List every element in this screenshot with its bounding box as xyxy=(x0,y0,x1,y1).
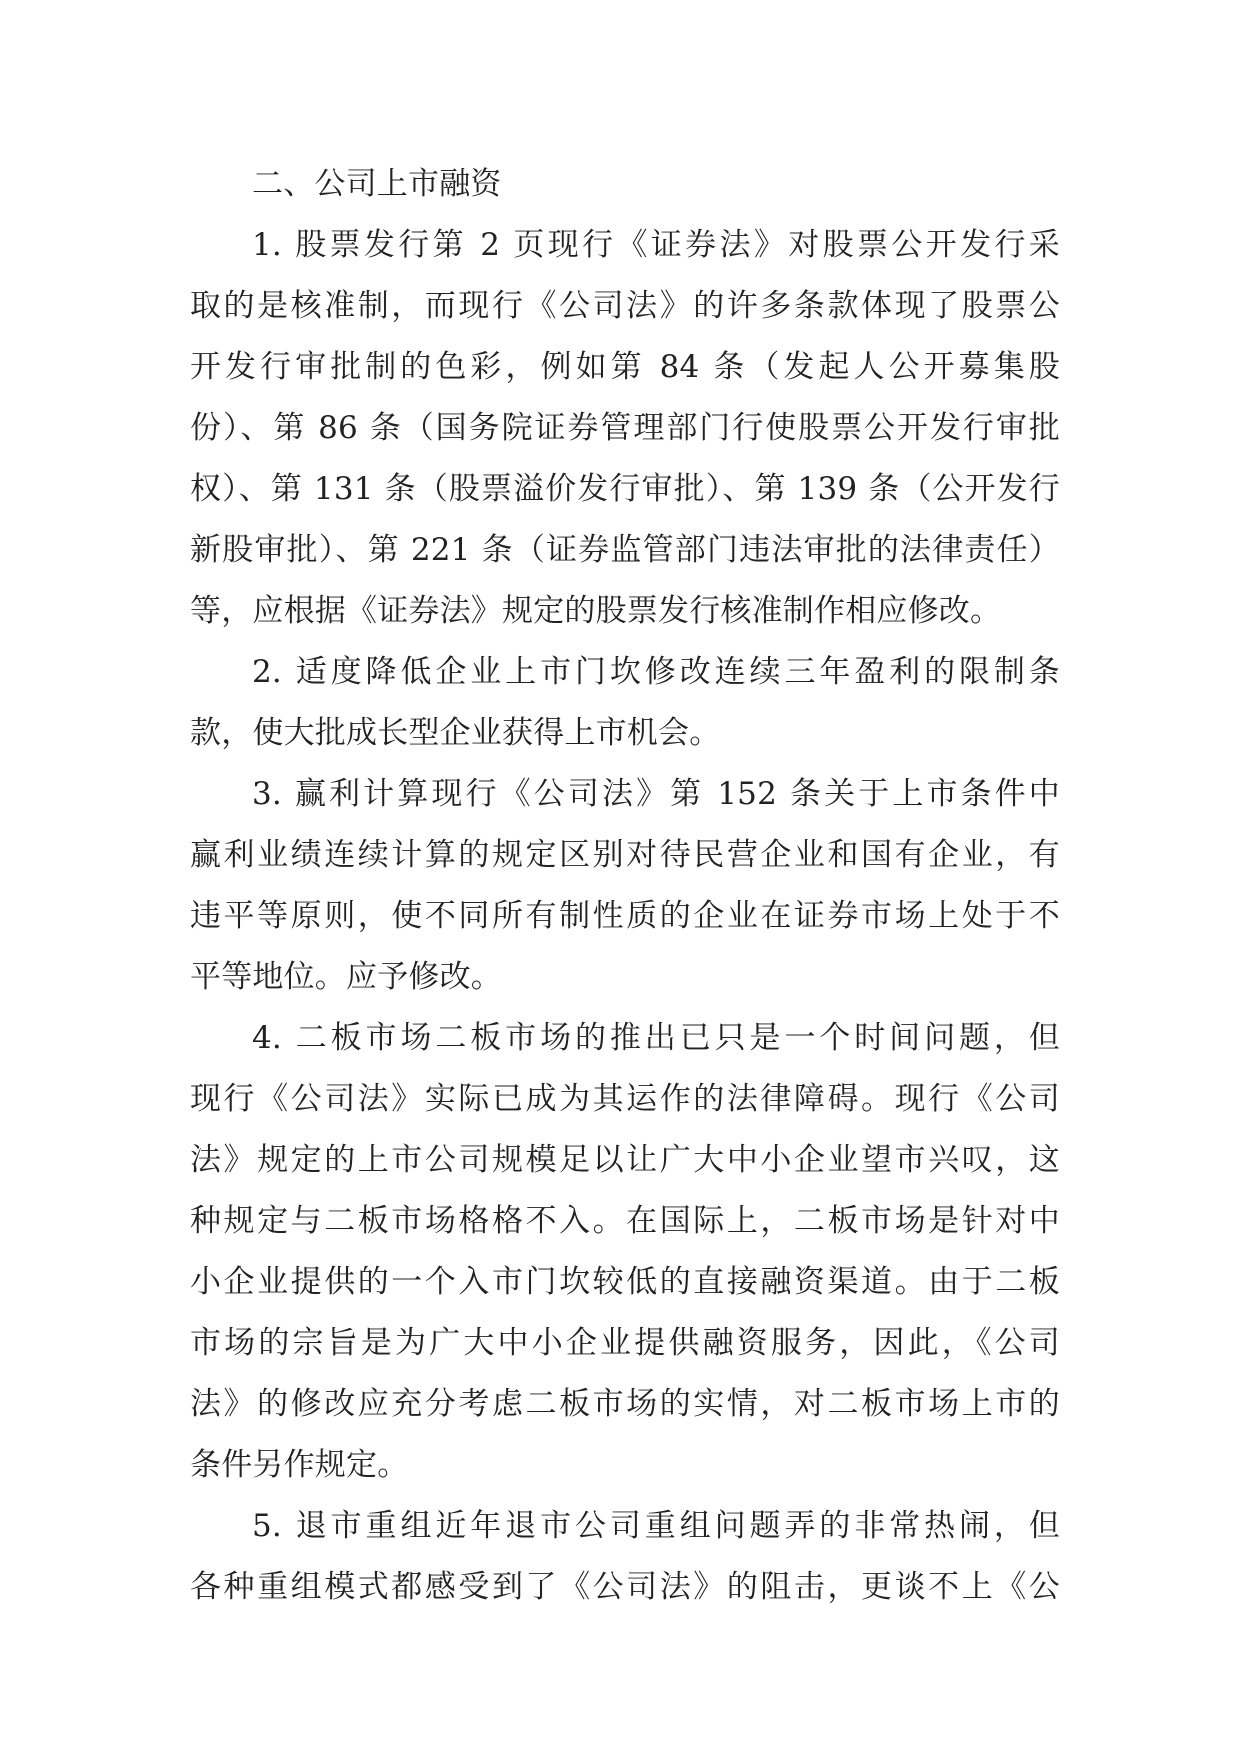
paragraph-1-line-4: 份）、第 86 条（国务院证券管理部门行使股票公开发行审批 xyxy=(190,410,1060,446)
paragraph-4-line-1: 4. 二板市场二板市场的推出已只是一个时间问题，但 xyxy=(252,1020,1060,1056)
paragraph-1-line-1: 1. 股票发行第 2 页现行《证券法》对股票公开发行采 xyxy=(252,227,1060,263)
paragraph-5-line-2: 各种重组模式都感受到了《公司法》的阻击，更谈不上《公 xyxy=(190,1569,1060,1605)
paragraph-2-line-1: 2. 适度降低企业上市门坎修改连续三年盈利的限制条 xyxy=(252,654,1060,690)
paragraph-4-line-4: 种规定与二板市场格格不入。在国际上，二板市场是针对中 xyxy=(190,1203,1060,1239)
paragraph-4-line-8: 条件另作规定。 xyxy=(190,1447,409,1483)
paragraph-4-line-2: 现行《公司法》实际已成为其运作的法律障碍。现行《公司 xyxy=(190,1081,1060,1117)
paragraph-4-line-7: 法》的修改应充分考虑二板市场的实情，对二板市场上市的 xyxy=(190,1386,1060,1422)
paragraph-4-line-6: 市场的宗旨是为广大中小企业提供融资服务，因此，《公司 xyxy=(190,1325,1060,1361)
paragraph-3-line-2: 赢利业绩连续计算的规定区别对待民营企业和国有企业，有 xyxy=(190,837,1060,873)
paragraph-1-line-5: 权）、第 131 条（股票溢价发行审批）、第 139 条（公开发行 xyxy=(190,471,1060,507)
paragraph-3-line-1: 3. 赢利计算现行《公司法》第 152 条关于上市条件中 xyxy=(252,776,1060,812)
paragraph-3-line-3: 违平等原则，使不同所有制性质的企业在证券市场上处于不 xyxy=(190,898,1060,934)
paragraph-5-line-1: 5. 退市重组近年退市公司重组问题弄的非常热闹，但 xyxy=(252,1508,1060,1544)
section-heading: 二、公司上市融资 xyxy=(252,166,502,202)
paragraph-3-line-4: 平等地位。应予修改。 xyxy=(190,959,502,995)
paragraph-1-line-7: 等，应根据《证券法》规定的股票发行核准制作相应修改。 xyxy=(190,593,1002,629)
paragraph-4-line-3: 法》规定的上市公司规模足以让广大中小企业望市兴叹，这 xyxy=(190,1142,1060,1178)
paragraph-1-line-6: 新股审批）、第 221 条（证券监管部门违法审批的法律责任） xyxy=(190,532,1060,568)
document-body xyxy=(190,154,1060,1618)
paragraph-1-line-3: 开发行审批制的色彩，例如第 84 条（发起人公开募集股 xyxy=(190,349,1060,385)
paragraph-4-line-5: 小企业提供的一个入市门坎较低的直接融资渠道。由于二板 xyxy=(190,1264,1060,1300)
paragraph-2-line-2: 款，使大批成长型企业获得上市机会。 xyxy=(190,715,721,751)
paragraph-1-line-2: 取的是核准制，而现行《公司法》的许多条款体现了股票公 xyxy=(190,288,1060,324)
